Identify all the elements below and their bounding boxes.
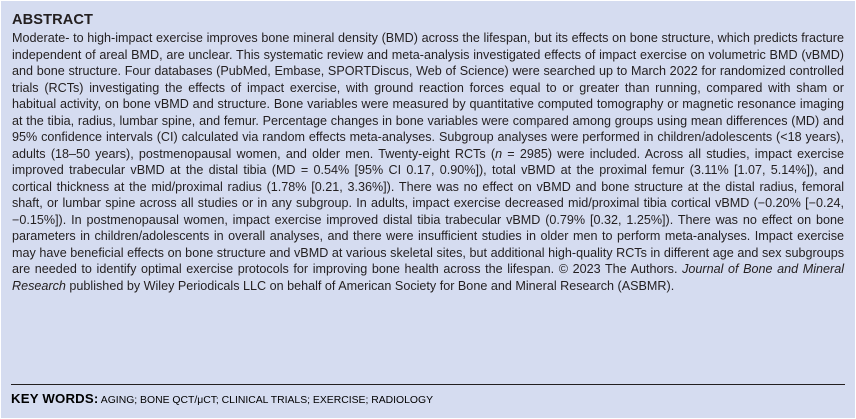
keywords-values: AGING; BONE QCT/μCT; CLINICAL TRIALS; EXERCISE; RADIOLOGY [98, 395, 434, 406]
sample-size-symbol: n [495, 146, 503, 161]
abstract-box [1, 1, 855, 418]
abstract-text-results: = 2985) were included. Across all studies, impact exercise improved trabecular vBMD at the distal tibia (MD = 0.54% [95% CI 0.17, 0.90%]), total vBMD at the proximal femur (3.11% [1.07, 5.14%]), and cortical thickness at the mid/proximal radius (1.78% [0.21, 3.36%]). There was no effect on vBMD and bone structure at the distal radius, femoral shaft, or lumbar spine across all studies or in any subgroup. In adults, impact exercise decreased mid/proximal tibia cortical vBMD (−0.20% [−0.24, −0.15%]). In postmenopausal women, impact exercise improved distal tibia trabecular vBMD (0.79% [0.32, 1.25%]). There was no effect on bone parameters in children/adolescents in overall analyses, and there were insufficient studies in older men to perform meta-analyses. Impact exercise may have beneficial effects on bone structure and vBMD at various skeletal sites, but additional high-quality RCTs in different age and sex subgroups are needed to identify optimal exercise protocols for improving bone health across the lifespan. © 2023 The Authors. [12, 146, 844, 276]
keywords-divider [11, 384, 845, 385]
abstract-body [12, 30, 844, 294]
abstract-text-copyright: published by Wiley Periodicals LLC on behalf of American Society for Bone and Mineral Research (ASBMR). [65, 278, 675, 293]
keywords-line [11, 391, 433, 409]
keywords-label: KEY WORDS: [11, 391, 99, 406]
journal-name: Journal of Bone and Mineral Research [12, 262, 844, 293]
abstract-text-main: Moderate- to high-impact exercise improves bone mineral density (BMD) across the lifespan, but its effects on bone structure, which predicts fracture independent of areal BMD, are unclear. This systematic review and meta-analysis investigated effects of impact exercise on volumetric BMD (vBMD) and bone structure. Four databases (PubMed, Embase, SPORTDiscus, Web of Science) were searched up to March 2022 for randomized controlled trials (RCTs) investigating the effects of impact exercise, with ground reaction forces equal to or greater than running, compared with sham or habitual activity, on bone vBMD and structure. Bone variables were measured by quantitative computed tomography or magnetic resonance imaging at the tibia, radius, lumbar spine, and femur. Percentage changes in bone variables were compared among groups using mean differences (MD) and 95% confidence intervals (CI) calculated via random effects meta-analyses. Subgroup analyses were performed in children/adolescents (<18 years), adults (18–50 years), postmenopausal women, and older men. Twenty-eight RCTs ( [12, 31, 844, 161]
abstract-heading: ABSTRACT [12, 12, 94, 28]
